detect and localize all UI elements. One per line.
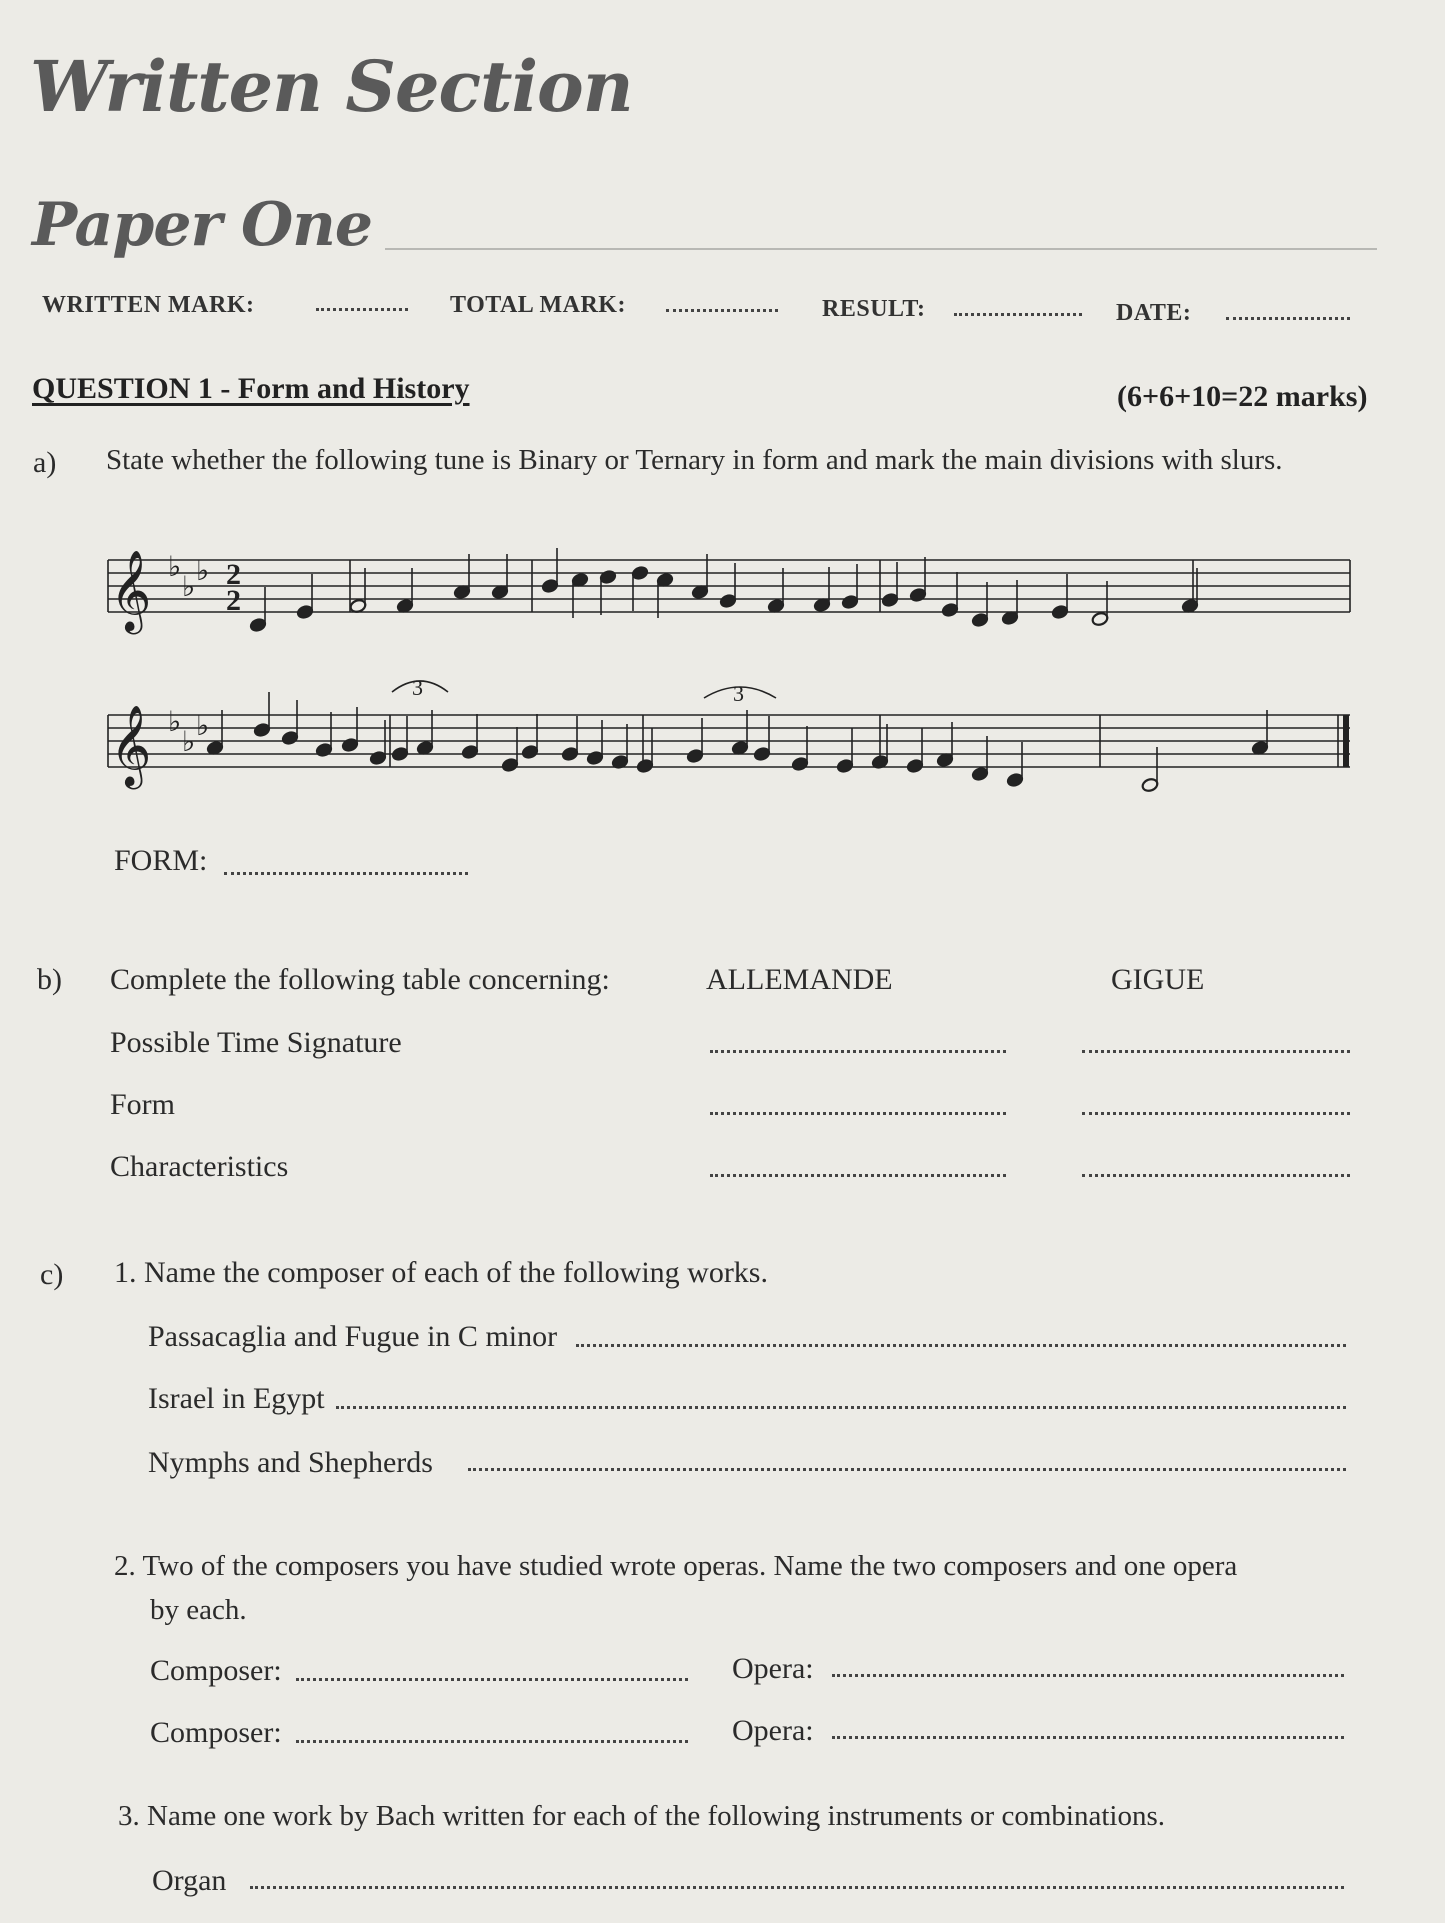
composer-israel-field[interactable] (336, 1406, 1346, 1409)
result-field[interactable] (954, 313, 1082, 316)
svg-text:2: 2 (226, 584, 241, 617)
organ-work-field[interactable] (250, 1886, 1344, 1889)
allemande-header: ALLEMANDE (706, 963, 893, 996)
part-b-letter: b) (37, 963, 62, 996)
part-c3-text: 3. Name one work by Bach written for each of the following instruments or combinations. (118, 1800, 1165, 1832)
music-score (100, 530, 1360, 820)
triplet-number: 3 (733, 681, 744, 706)
treble-clef-icon: 𝄞 (110, 549, 152, 631)
allemande-form-field[interactable] (710, 1112, 1006, 1115)
svg-text:♭: ♭ (196, 709, 210, 742)
date-label: DATE: (1116, 300, 1192, 326)
section-title: Written Section (30, 45, 633, 128)
opera-2-field[interactable] (832, 1736, 1344, 1739)
written-mark-label: WRITTEN MARK: (42, 292, 255, 318)
triplet-number: 3 (412, 675, 423, 700)
date-field[interactable] (1226, 317, 1350, 320)
part-c-letter: c) (40, 1258, 64, 1291)
composer-1-field[interactable] (296, 1678, 688, 1681)
part-b-text: Complete the following table concerning: (110, 963, 610, 996)
work-passacaglia: Passacaglia and Fugue in C minor (148, 1320, 558, 1353)
opera-1-field[interactable] (832, 1674, 1344, 1677)
gigue-time-signature-field[interactable] (1082, 1050, 1350, 1053)
time-signature (226, 558, 241, 617)
result-label: RESULT: (822, 296, 926, 322)
opera-label: Opera: (732, 1652, 814, 1685)
row-label-form: Form (110, 1088, 176, 1121)
gigue-characteristics-field[interactable] (1082, 1174, 1350, 1177)
composer-label: Composer: (150, 1654, 282, 1687)
title-rule (385, 248, 1377, 250)
composer-label: Composer: (150, 1716, 282, 1749)
treble-clef-icon: 𝄞 (110, 704, 152, 786)
row-label-characteristics: Characteristics (110, 1150, 289, 1183)
svg-text:♭: ♭ (182, 725, 196, 758)
question-heading: QUESTION 1 - Form and History (32, 372, 470, 405)
svg-text:2: 2 (226, 558, 241, 591)
form-answer-field[interactable] (224, 872, 468, 875)
composer-nymphs-field[interactable] (468, 1468, 1346, 1471)
instrument-organ: Organ (152, 1864, 227, 1897)
work-nymphs: Nymphs and Shepherds (148, 1446, 433, 1479)
part-c2-text: 2. Two of the composers you have studied wrote operas. Name the two composers and one opera (114, 1550, 1238, 1582)
part-a-text: State whether the following tune is Binary or Ternary in form and mark the main divisions with slurs. (106, 444, 1283, 476)
key-signature-flats (168, 550, 209, 758)
total-mark-field[interactable] (666, 309, 778, 312)
form-label: FORM: (114, 844, 208, 877)
svg-text:♭: ♭ (196, 554, 210, 587)
opera-label: Opera: (732, 1714, 814, 1747)
row-label-time-signature: Possible Time Signature (110, 1026, 402, 1059)
allemande-characteristics-field[interactable] (710, 1174, 1006, 1177)
question-marks: (6+6+10=22 marks) (1117, 380, 1368, 413)
work-israel-in-egypt: Israel in Egypt (148, 1382, 325, 1415)
composer-passacaglia-field[interactable] (576, 1344, 1346, 1347)
paper-title: Paper One (32, 190, 373, 260)
svg-text:♭: ♭ (168, 705, 182, 738)
gigue-header: GIGUE (1111, 963, 1205, 996)
gigue-form-field[interactable] (1082, 1112, 1350, 1115)
allemande-time-signature-field[interactable] (710, 1050, 1006, 1053)
part-c2-text-cont: by each. (150, 1594, 247, 1626)
part-a-letter: a) (33, 446, 57, 479)
notes-staff-2 (206, 692, 1269, 793)
total-mark-label: TOTAL MARK: (450, 292, 626, 318)
written-mark-field[interactable] (316, 308, 408, 311)
composer-2-field[interactable] (296, 1740, 688, 1743)
svg-text:♭: ♭ (182, 570, 196, 603)
part-c1-text: 1. Name the composer of each of the following works. (114, 1256, 768, 1289)
svg-text:♭: ♭ (168, 550, 182, 583)
